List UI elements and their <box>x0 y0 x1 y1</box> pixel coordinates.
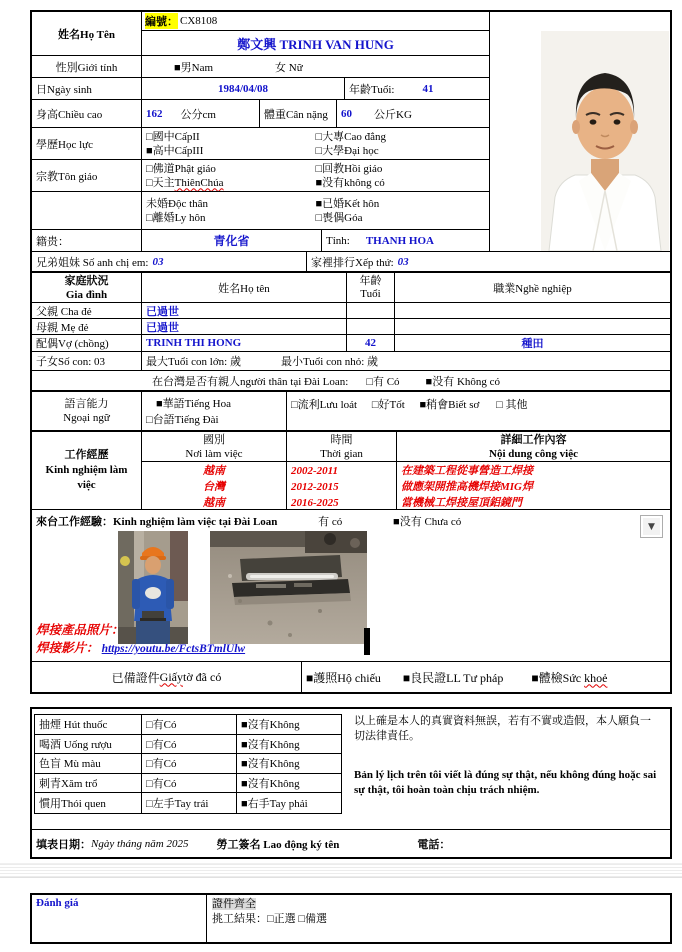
religion-buddhist-checkbox: □佛道Phật giáo <box>146 162 216 175</box>
weld-photo <box>210 531 367 644</box>
work-detail-1: 在建築工程從事營造工焊接 <box>401 465 533 477</box>
work-place-1: 越南 <box>203 465 225 477</box>
language-row <box>32 391 670 431</box>
lang-taiwanese-checkbox: □台語Tiếng Đài <box>146 414 219 426</box>
province-label: Tỉnh: <box>326 234 350 247</box>
family-row-mother <box>32 319 670 335</box>
family-header-row <box>32 272 670 303</box>
edu-senior-checkbox: ■高中CấpIII <box>146 144 204 157</box>
declaration-zh: 以上確是本人的真實資料無誤，若有不實或造假，本人願負一切法律責任。 <box>354 715 651 742</box>
cursor-artifact <box>364 628 370 655</box>
personal-info-section <box>32 12 670 252</box>
taiwan-experience-section <box>32 510 670 662</box>
religion-islam-checkbox: □回教Hồi giáo <box>315 162 383 175</box>
work-time-3: 2016-2025 <box>291 497 339 509</box>
education-label: 學歷Học lực <box>32 128 142 159</box>
declaration-text <box>354 714 666 829</box>
spouse-job: 種田 <box>521 338 544 350</box>
height-value: 162 <box>146 107 163 120</box>
marital-label-empty <box>32 192 142 229</box>
habit-colorblind-yes-checkbox: □有Có <box>142 754 237 773</box>
marital-widowed-checkbox: □喪偶Góa <box>315 211 363 224</box>
cert-health-wavy: khoẻ <box>584 670 608 685</box>
taiwan-relatives-no-checkbox: ■没有 Không có <box>425 375 501 388</box>
evaluation-table <box>30 893 672 944</box>
birth-order-label: 家裡排行Xếp thứ: <box>311 256 394 269</box>
habit-drinking-label: 喝酒 Uống rượu <box>35 735 142 754</box>
hometown-value: 青化省 <box>213 234 250 248</box>
taiwan-exp-label: 來台工作經驗：Kinh nghiệm làm việc tại Đài Loan <box>36 516 278 528</box>
certificates-label-suffix: tờ đã có <box>183 669 222 684</box>
mother-name: 已過世 <box>146 321 179 334</box>
habit-smoking-no-checkbox: ■沒有Không <box>241 719 300 732</box>
edu-university-checkbox: □大學Đại học <box>315 144 379 157</box>
family-title-zh: 家庭狀況 <box>64 274 109 287</box>
certificates-label-prefix: 已備證件 <box>111 670 160 685</box>
height-label: 身高Chiều cao <box>32 100 142 127</box>
portrait-photo <box>541 31 669 251</box>
edu-college-checkbox: □大專Cao đẳng <box>315 130 386 143</box>
weight-value: 60 <box>341 107 352 120</box>
gender-label: 性別Giới tính <box>32 56 142 77</box>
full-name: 鄭文興 TRINH VAN HUNG <box>237 36 394 52</box>
work-time-1: 2002-2011 <box>291 465 339 477</box>
work-col-country-vi: Nơi làm việc <box>185 447 243 460</box>
marital-married-checkbox: ■已婚Kết hôn <box>315 197 380 210</box>
dob-value: 1984/04/08 <box>217 82 269 95</box>
father-name: 已過世 <box>146 305 179 318</box>
name-label-text: 姓名Họ Tên <box>58 28 115 41</box>
habit-smoking-label: 抽煙 Hút thuốc <box>35 715 142 734</box>
cert-police-checkbox: ■良民證LL Tư pháp <box>402 670 504 685</box>
gender-male-checkbox: ■男Nam <box>174 61 214 74</box>
id-photo-cell <box>489 12 670 251</box>
religion-catholic-prefix: □天主 <box>146 176 175 189</box>
habit-colorblind-label: 色盲 Mù màu <box>35 754 142 773</box>
siblings-row <box>32 252 670 272</box>
family-col-name: 姓名Họ tên <box>142 273 347 302</box>
work-label-zh: 工作經歷 <box>64 449 109 461</box>
religion-catholic-word: ThiênChúa <box>174 176 224 189</box>
certificates-row <box>32 662 670 692</box>
work-col-time-zh: 時間 <box>330 433 353 446</box>
spouse-age: 42 <box>365 337 376 349</box>
date-value: Ngày tháng năm 2025 <box>91 837 189 850</box>
habit-smoking-yes-checkbox: □有Có <box>142 715 237 734</box>
cert-health-checkbox <box>531 669 607 686</box>
habit-row-handedness <box>35 793 341 813</box>
evaluation-selection-result: 挑工結果：□正選 □備選 <box>212 913 328 925</box>
cert-passport-checkbox: ■護照Hộ chiếu <box>306 670 381 685</box>
work-detail-2: 做應架開推高機焊接MIG焊 <box>401 481 534 493</box>
children-row <box>32 352 670 371</box>
religion-none-checkbox: ■没有không có <box>315 176 385 189</box>
habit-drinking-no-checkbox: ■沒有Không <box>241 738 300 751</box>
work-col-detail-zh: 詳細工作內容 <box>500 433 567 446</box>
habits-table <box>34 714 342 814</box>
age-label: 年齡Tuổi: <box>349 83 395 96</box>
phone-label: 電話： <box>417 838 451 851</box>
chevron-down-icon: ▼ <box>648 521 655 532</box>
taiwan-exp-no-checkbox: ■没有 Chưa có <box>393 516 462 528</box>
work-col-time-vi: Thời gian <box>320 447 363 460</box>
mother-job <box>395 319 670 334</box>
mother-age <box>347 319 395 334</box>
habit-drinking-yes-checkbox: □有Có <box>142 735 237 754</box>
weight-label: 體重Cân nặng <box>260 100 337 127</box>
habit-righthand-checkbox: ■右手Tay phải <box>241 797 308 810</box>
language-label-zh: 語言能力 <box>64 398 109 410</box>
father-job <box>395 303 670 318</box>
habit-row-smoking <box>35 715 341 735</box>
date-label: 填表日期： <box>36 838 91 851</box>
gender-female-checkbox: 女 Nữ <box>275 61 303 74</box>
habit-row-colorblind <box>35 754 341 774</box>
lang-good-checkbox: □好Tốt <box>371 399 405 411</box>
age-value: 41 <box>422 82 434 95</box>
habit-tattoo-yes-checkbox: □有Có <box>142 774 237 793</box>
habit-colorblind-no-checkbox: ■沒有Không <box>241 758 300 771</box>
religion-label: 宗教Tôn giáo <box>32 160 142 191</box>
habit-tattoo-label: 刺青Xăm trổ <box>35 774 142 793</box>
work-col-country-zh: 國別 <box>203 433 225 446</box>
habit-row-drinking <box>35 735 341 755</box>
father-label: 父親 Cha đẻ <box>32 303 142 318</box>
children-oldest: 最大Tuổi con lớn: 歲 <box>146 356 241 368</box>
family-col-job: 職業Nghề nghiệp <box>493 282 572 295</box>
mother-label: 母親 Mẹ đẻ <box>32 319 142 334</box>
birth-order-value: 03 <box>397 255 409 268</box>
religion-catholic-checkbox <box>146 176 316 190</box>
work-label-vi: Kinh nghiệm làm việc <box>45 464 128 491</box>
taiwan-relatives-yes-checkbox: □有 Có <box>366 375 400 388</box>
dropdown-button[interactable] <box>640 515 663 538</box>
habit-handedness-label: 慣用Thói quen <box>35 793 142 813</box>
name-label <box>32 12 142 55</box>
certificates-label-wavy: Giấy <box>159 669 183 684</box>
page-break-divider <box>0 863 682 878</box>
work-place-2: 台灣 <box>203 481 225 493</box>
evaluation-label: Đánh giá <box>36 897 79 909</box>
work-time-2: 2012-2015 <box>291 481 339 493</box>
province-value: THANH HOA <box>365 234 434 247</box>
habit-row-tattoo <box>35 774 341 794</box>
work-experience-section <box>32 431 670 510</box>
height-unit: 公分cm <box>180 108 216 121</box>
edu-junior-checkbox: □國中CấpII <box>146 130 200 143</box>
father-age <box>347 303 395 318</box>
siblings-label: 兄弟姐妹 Số anh chị em: <box>36 256 149 269</box>
signature-label: 勞工簽名 Lao động ký tên <box>216 838 340 851</box>
taiwan-relatives-row <box>32 371 670 391</box>
video-link[interactable]: https://youtu.be/FctsBTmlUlw <box>101 643 246 655</box>
habit-lefthand-checkbox: □左手Tay trái <box>142 793 237 813</box>
lang-other-checkbox: □ 其他 <box>496 399 528 411</box>
id-value: CX8108 <box>180 15 218 27</box>
habits-section <box>30 707 672 859</box>
habit-tattoo-no-checkbox: ■沒有Không <box>241 777 300 790</box>
spouse-label: 配偶Vợ (chồng) <box>32 335 142 351</box>
spouse-name: TRINH THI HONG <box>146 337 242 349</box>
language-label-vi: Ngoại ngữ <box>63 412 110 424</box>
lang-mandarin-checkbox: ■華語Tiếng Hoa <box>156 398 231 410</box>
work-detail-3: 當機械工焊接屋頂鋁鏡門 <box>401 497 522 509</box>
marital-single-checkbox: 未婚Độc thân <box>146 197 209 210</box>
lang-basic-checkbox: ■稍會Biết sơ <box>419 399 480 411</box>
work-place-3: 越南 <box>203 497 225 509</box>
weld-video-caption <box>36 638 245 656</box>
evaluation-documents-complete: 證件齊全 <box>212 898 256 910</box>
family-row-father <box>32 303 670 319</box>
worker-photo <box>118 531 188 644</box>
id-label: 編號： <box>145 13 178 29</box>
hometown-label: 籍贵： <box>32 230 142 251</box>
taiwan-exp-yes-checkbox: 有 có <box>318 516 343 528</box>
certificates-label <box>32 662 302 692</box>
work-col-detail-vi: Nội dung công việc <box>489 447 578 460</box>
declaration-vi: Bản lý lịch trên tôi viết là đúng sự thật, nếu không đúng hoặc sai sự thật, tôi hoàn toàn chịu trách nhiệm. <box>354 769 657 796</box>
family-title-vi: Gia đình <box>65 288 108 301</box>
form-footer-row <box>32 829 670 857</box>
family-col-age-vi: Tuổi <box>360 287 381 300</box>
full-name-row <box>142 31 489 55</box>
children-label: 子女Số con: 03 <box>32 352 142 370</box>
dob-label: 日Ngày sinh <box>32 78 142 99</box>
marital-divorced-checkbox: □離婚Ly hôn <box>146 211 206 224</box>
main-form-table <box>30 10 672 694</box>
id-row <box>142 12 489 31</box>
lang-fluent-checkbox: □流利Lưu loát <box>291 399 358 411</box>
weld-product-caption: 焊接產品照片： <box>36 623 124 637</box>
video-caption-label: 焊接影片： <box>36 641 99 655</box>
taiwan-relatives-question: 在台灣是否有親人người thân tại Đài Loan: <box>152 375 349 388</box>
family-row-spouse <box>32 335 670 352</box>
siblings-value: 03 <box>152 255 164 268</box>
family-col-age-zh: 年齡 <box>359 274 382 287</box>
children-youngest: 最小Tuổi con nhỏ: 歲 <box>280 356 379 368</box>
weight-unit: 公斤KG <box>374 108 412 121</box>
cert-health-prefix: ■體檢Sức <box>531 670 585 685</box>
